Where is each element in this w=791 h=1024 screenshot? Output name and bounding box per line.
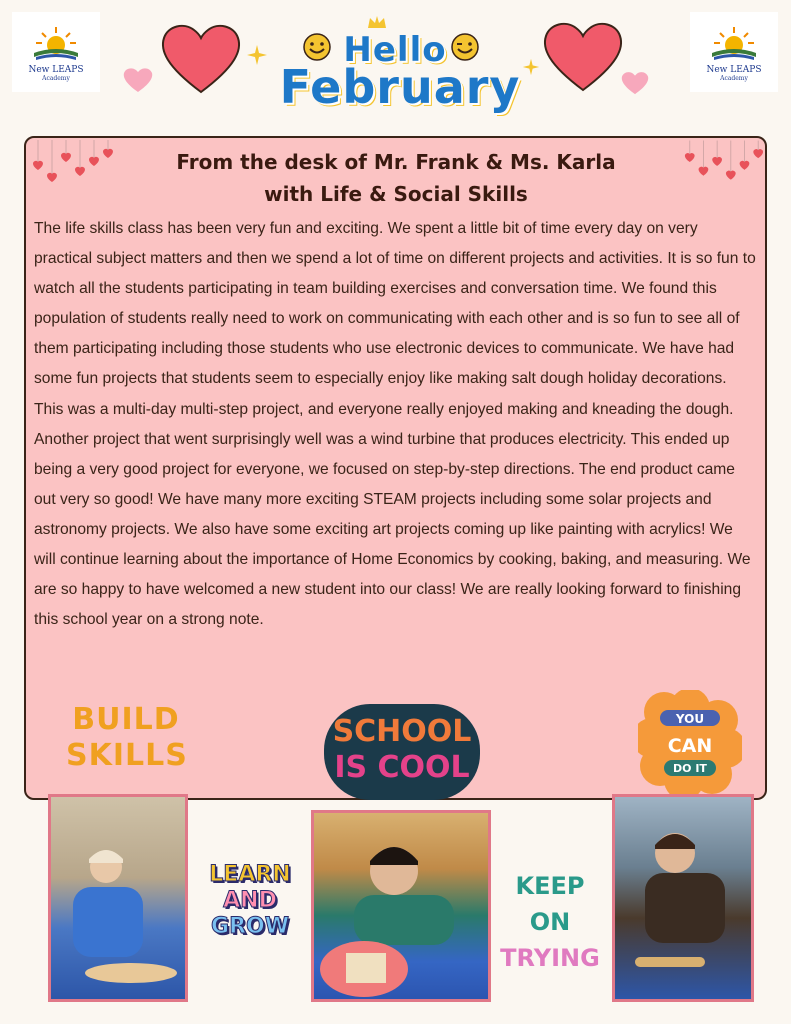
small-heart-icon [122,66,154,94]
article-title-line-1: From the desk of Mr. Frank & Ms. Karla [176,150,616,174]
article-title [96,146,696,210]
heart-icon [158,20,244,96]
school-is-cool-sticker [324,704,480,800]
trying-text: TRYING [500,944,600,972]
crown-icon [366,14,388,30]
student-kneading-dough-photo [48,794,188,1002]
sun-book-icon [704,23,764,63]
article-title-line-2: with Life & Social Skills [264,182,528,206]
article-card [24,136,767,800]
student-making-dough-photo [311,810,491,1002]
february-title: February [279,60,521,114]
you-text: YOU [675,712,705,726]
school-logo-left [12,12,100,92]
hello-february-header [150,8,640,128]
student-photo-icon [51,797,185,999]
smiley-icon [302,32,332,62]
do-it-text: DO IT [673,762,707,775]
hello-title: Hello [343,30,447,70]
build-skills-line-2: SKILLS [66,738,188,773]
logo-name: New LEAPS [706,64,762,75]
logo-name: New LEAPS [28,64,84,75]
student-rolling-dough-photo [612,794,754,1002]
learn-text: LEARN [209,862,291,887]
and-text: AND [223,888,277,913]
article-body: The life skills class has been very fun and exciting. We spent a little bit of time every day on very practical subject matters and then we spend a lot of time on different projects and activities. It is so fun to watch all the students participating in team building exercises and conversation time. We found this population of students really need to work on communicating with each other and is so fun to see all of them participating including those students who use electronic devices to communicate. We have had some fun projects that students seem to especially enjoy like making salt dough holiday decorations. This was a multi-day multi-step project, and everyone really enjoyed making and kneading the dough. Another project that went surprisingly well was a wind turbine that produces electricity. This ended up being a very good project for everyone, we focused on step-by-step directions. The end product came out very so good! We have many more exciting STEAM projects including some solar projects and astronomy projects. We also have some exciting art projects coming up like painting with acrylics! We will continue learning about the importance of Home Economics by cooking, baking, and measuring. We are so happy to have welcomed a new student into our class! We are really looking forward to finishing this school year on a strong note. [34,220,756,629]
small-heart-icon [620,70,650,96]
student-photo-icon [615,797,751,999]
heart-icon [540,18,626,94]
school-logo-right [690,12,778,92]
grow-text: GROW [211,914,289,939]
keep-on-trying-sticker [494,868,606,976]
build-skills-sticker [66,702,186,774]
student-photo-icon [314,813,488,999]
build-skills-line-1: BUILD [72,702,180,737]
logo-subtitle: Academy [720,74,748,82]
logo-subtitle: Academy [42,74,70,82]
keep-on-text: KEEP ON [515,872,585,936]
sun-book-icon [26,23,86,63]
can-text: CAN [667,735,713,757]
learn-and-grow-sticker [194,862,306,940]
you-can-do-it-sticker [638,690,742,794]
school-is-cool-line-1: SCHOOL [332,714,472,749]
school-is-cool-line-2: IS COOL [334,750,470,785]
